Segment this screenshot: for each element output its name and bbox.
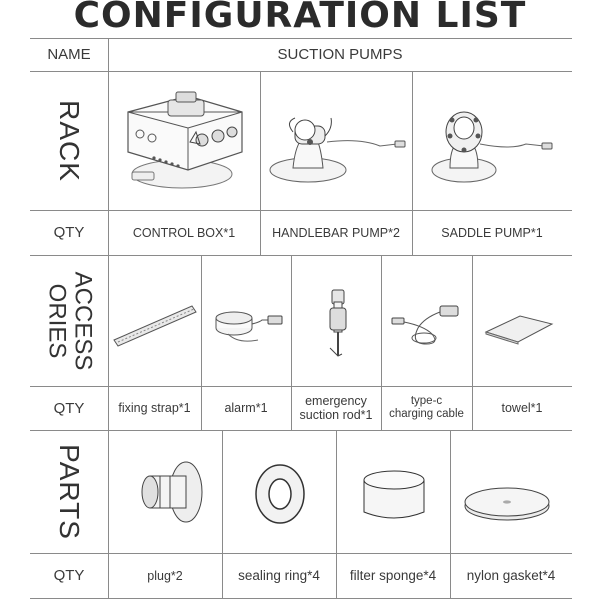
grid-line: [30, 430, 572, 431]
plug-qty: plug*2: [147, 568, 183, 583]
parts-section-label: PARTS: [54, 443, 85, 540]
grid-line: [30, 598, 572, 599]
handlebar-pump-qty: HANDLEBAR PUMP*2: [272, 225, 400, 240]
type-c-cable-line1: type-c: [410, 395, 443, 407]
handlebar-pump-image: [265, 108, 410, 188]
grid-line: [30, 71, 572, 72]
rack-section-label: RACK: [54, 99, 86, 182]
emergency-suction-rod-qty: [291, 386, 381, 430]
filter-sponge-image: [360, 468, 428, 524]
emergency-suction-rod-line1: emergency: [305, 394, 367, 408]
towel-qty: towel*1: [501, 401, 543, 415]
grid-line: [108, 38, 109, 598]
sealing-ring-qty: sealing ring*4: [238, 568, 320, 583]
fixing-strap-qty: fixing strap*1: [118, 401, 191, 415]
control-box-qty: CONTROL BOX*1: [132, 225, 236, 240]
emergency-suction-rod-line2: suction rod*1: [299, 408, 373, 422]
saddle-pump-image: [426, 100, 566, 190]
accessories-qty-label: QTY: [53, 399, 85, 417]
nylon-gasket-image: [462, 484, 552, 524]
saddle-pump-qty: SADDLE PUMP*1: [441, 225, 543, 240]
filter-sponge-qty: filter sponge*4: [349, 568, 437, 583]
nylon-gasket-qty: nylon gasket*4: [466, 568, 556, 583]
emergency-suction-rod-image: [316, 286, 356, 364]
accessories-section-label: ACCESS ORIES: [43, 271, 97, 370]
type-c-cable-line2: charging cable: [389, 408, 464, 420]
rack-qty-label: QTY: [53, 224, 85, 241]
plug-image: [128, 458, 208, 528]
towel-image: [484, 310, 554, 344]
alarm-qty: alarm*1: [224, 401, 268, 415]
page-title: CONFIGURATION LIST: [73, 0, 527, 36]
type-c-cable-image: [388, 300, 468, 352]
control-box-image: [118, 82, 250, 200]
alarm-image: [208, 300, 288, 350]
name-header: NAME: [47, 46, 91, 63]
product-header: SUCTION PUMPS: [277, 46, 403, 63]
fixing-strap-image: [112, 300, 198, 350]
sealing-ring-image: [252, 462, 308, 526]
parts-qty-label: QTY: [53, 567, 85, 584]
grid-line: [30, 255, 572, 256]
type-c-cable-qty: [381, 386, 472, 430]
